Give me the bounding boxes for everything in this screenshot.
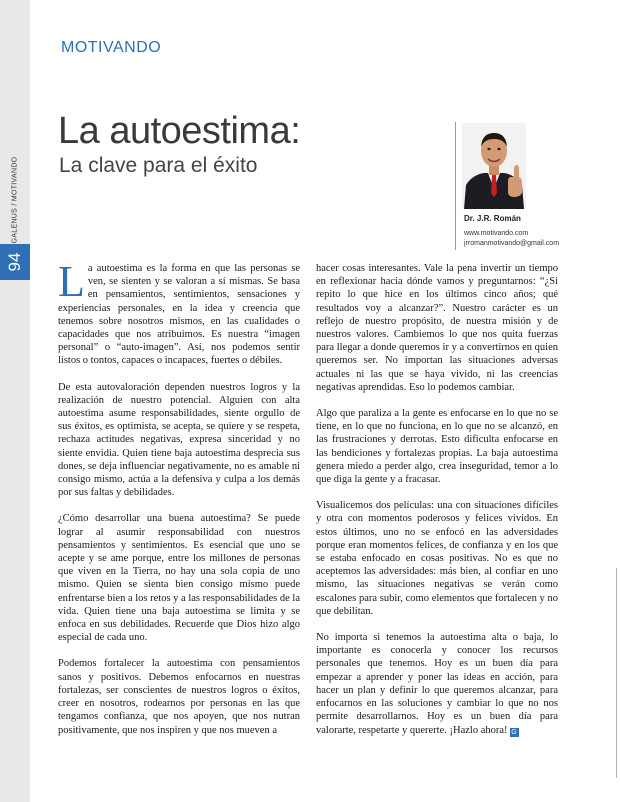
article-column-left [58, 257, 300, 750]
paragraph: hacer cosas interesantes. Vale la pena invertir un tiempo en reflexionar hacia dónde vamos y preguntarnos: “¿Si repito lo que hice en los últimos cinco años; qué resultados voy a alcanzar?”. Nuestro carácter es un reflejo de nuestro propósito, de nuestra misión y de nuestros valores. Cambiemos lo que nos quita fuerzas para llegar a donde queremos ir y a convertirnos en quien queremos ser. No importan las situaciones adversas actuales ni las que se haya vivido, ni las creencias negativas aprendidas. Eso lo podemos cambiar. [316, 263, 558, 393]
running-head-label: GALENUS / MOTIVANDO [11, 156, 19, 244]
paragraph: La autoestima es la forma en que las personas se ven, se sienten y se valoran a sí mismas. Se basa en pensamientos, sentimientos, sensaciones y experiencias personales, en la idea y creencia que tenemos sobre nosotros mismos, en las cualidades o capacidades que nos atribuimos. Es nuestra “imagen personal” o “auto-imagen”. Así, nos podemos sentir listos o tontos, capaces o incapaces, fuertes o débiles. [58, 257, 300, 367]
paragraph: ¿Cómo desarrollar una buena autoestima? Se puede lograr al asumir responsabilidad con nuestros pensamientos y sentimientos. Es esencial que uno se acepte y se ame porque, entre los millones de personas que viven en la Tierra, no hay una sola copia de uno mismo. Quien se sienta bien consigo mismo puede enfrentarse bien a los retos y a las responsabilidades de la vida. Quien tiene una baja autoestima se limita y se enfoca en sus debilidades. Recuerde que Dios hizo algo especial de cada uno. [58, 513, 300, 644]
paragraph: De esta autovaloración dependen nuestros logros y la realización de nuestro potencial. Alguien con alta autoestima asume responsabilidades, siente orgullo de sus éxitos, es optimista, se acepta, se quiere y se respeta, rechaza actitudes negativas, expresa sinceridad y no siente envidia. Quien tiene baja autoestima desprecia sus dones, se deja influenciar negativamente, no es amable ni consigo mismo, actúa a la defensiva y culpa a los demás por sus faltas y debilidades. [58, 381, 300, 499]
author-email: jrromanmotivando@gmail.com [464, 240, 560, 247]
section-label: MOTIVANDO [61, 39, 162, 56]
paragraph: No importa si tenemos la autoestima alta o baja, lo importante es conocerla y conocer los recursos personales que tenemos. Hoy es un buen día para empezar a aprender y poner las ideas en acción, para hacer un plan y definir lo que queremos alcanzar, para enfocarnos en las soluciones y cambiar lo que no nos permite desarrollarnos. Hoy es un buen día para valorarte, respetarte y quererte. ¡Hazlo ahora! G [316, 632, 558, 736]
sidebar-strip [0, 0, 30, 802]
paragraph: Visualicemos dos películas: una con situaciones difíciles y otra con momentos poderosos y felices vividos. En estos últimos, uno no se enfocó en las adversidades porque eran momentos felices, de confianza y en los que se estaba enfocado en cosas positivas. No es que no aceptemos las adversidades: más bien, al confiar en uno mismo, las situaciones negativas se verán como escalones para subir, como elementos que fortalecen y no que debilitan. [316, 500, 558, 617]
drop-cap: L [58, 257, 85, 306]
author-website: www.motivando.com [464, 230, 529, 237]
end-mark-icon: G [511, 728, 517, 736]
article-title: La autoestima: [58, 110, 301, 152]
page-edge-line [616, 568, 617, 778]
author-photo [462, 123, 526, 209]
paragraph: Algo que paraliza a la gente es enfocarse en lo que no se tiene, en lo que no funciona, en lo que no se alcanzó, en las frustraciones y derrotas. Esto dificulta enfocarse en las bendiciones y fortalezas propias. La baja autoestima genera miedo a perder algo, crea inseguridad, temor a lo que diga la gente y a fracasar. [316, 408, 558, 486]
author-divider [455, 122, 456, 250]
page-number: 94 [5, 252, 24, 272]
article-column-right [316, 262, 558, 750]
author-name: Dr. J.R. Román [464, 214, 521, 223]
paragraph: Podemos fortalecer la autoestima con pensamientos sanos y positivos. Debemos enfocarnos en nuestras fortalezas, ser conscientes de nuestros logros o éxitos, creer en nosotros, rodearnos por personas en las que tengamos confianza, que nos apoyen, que nos nutran positivamente, que nos inspiren y que nos mueven a [58, 658, 300, 736]
article-subtitle: La clave para el éxito [59, 154, 258, 177]
